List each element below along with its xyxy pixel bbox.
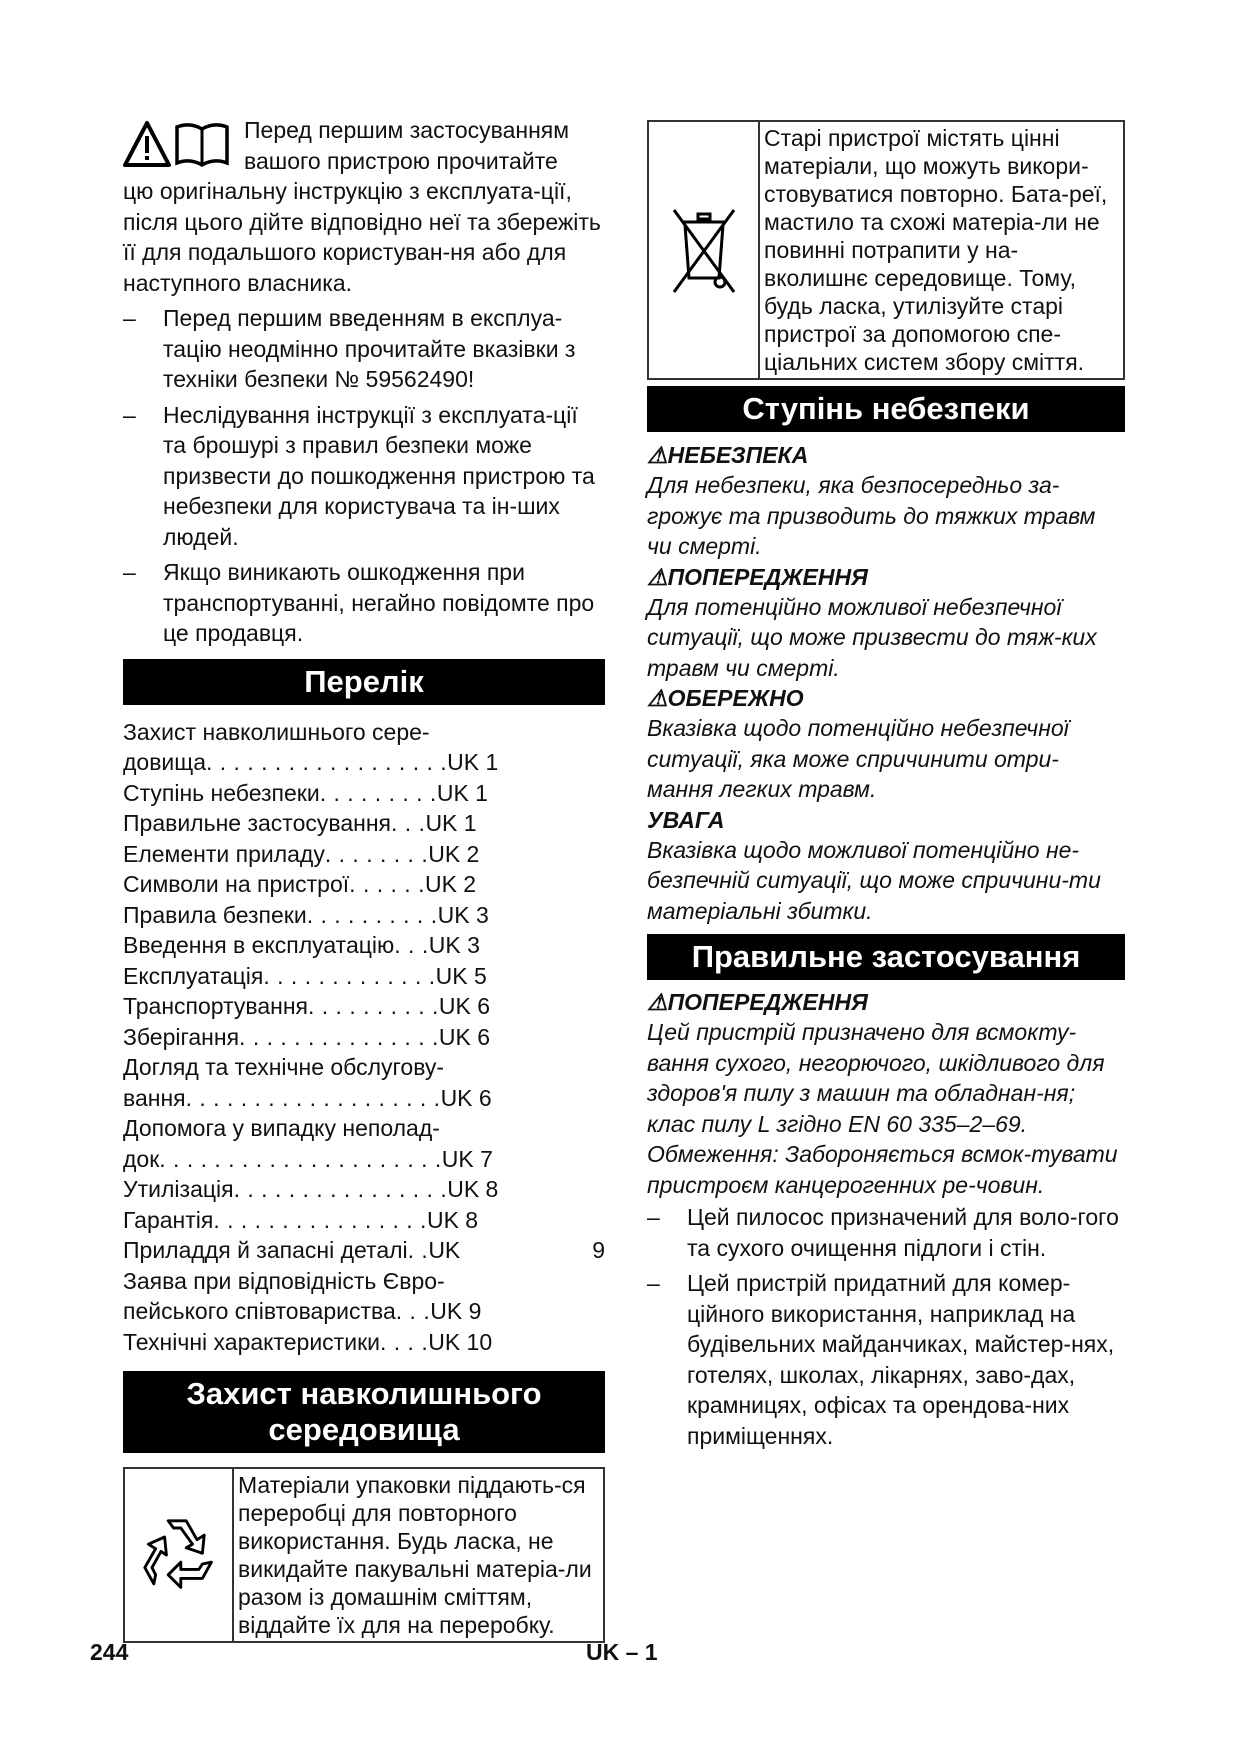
toc-entry-page: UK 6 (440, 1084, 492, 1111)
danger-level-label: ПОПЕРЕДЖЕННЯ (667, 563, 868, 590)
toc-entry-title: Символи на пристрої (123, 871, 350, 897)
toc-entry (123, 1174, 605, 1205)
danger-level-text: Вказівка щодо потенційно небезпечної ситуації, яка може спричинити отри-мання легких травм. (647, 715, 1069, 802)
toc-entry-title: Експлуатація (123, 962, 264, 989)
intro-bullet: – Якщо виникають ошкодження при транспортуванні, негайно повідомте про це продавця. (123, 557, 605, 649)
toc-entry-leader: . . . . . . . . . . . . . . . . . . (206, 749, 448, 775)
danger-level-label: УВАГА (647, 806, 725, 833)
toc-entry (123, 1205, 605, 1236)
danger-level-text: Для небезпеки, яка безпосередньо за-грожує та призводить до тяжких травм чи смерті. (647, 472, 1096, 559)
recycle-icon-cell (125, 1469, 234, 1641)
danger-heading (647, 386, 1125, 432)
toc-entry-page: UK 2 (424, 871, 477, 897)
toc-entry-leader: . . . . . . . . . . . . . . . . (213, 1206, 427, 1233)
toc-heading-text: Перелік (304, 663, 424, 699)
proper-use-warning (647, 987, 1125, 1200)
environment-heading-line2: середовища (268, 1412, 460, 1447)
proper-use-bullet: – Цей пристрій придатний для комер-ційного використання, наприклад на будівельних майданчиках, майстер-нях, готелях, школах, лікарнях, заво-дах, крамницях, офісах та орендова-них приміщеннях. (647, 1268, 1125, 1451)
danger-level-text: Вказівка щодо можливої потенційно не-безпечній ситуації, що може спричини-ти матеріальні збитки. (647, 836, 1101, 924)
recycle-text: Матеріали упаковки піддають-ся переробці для повторного використання. Будь ласка, не викидайте пакувальні матеріа-ли разом із домашнім сміттям, віддайте їх для на переробку. (238, 1472, 592, 1638)
toc-entry (123, 1327, 605, 1358)
proper-use-heading (647, 934, 1125, 980)
toc-entry-first-line: Заява при відповідність Євро- (123, 1267, 445, 1294)
proper-use-bullets (647, 1202, 1125, 1451)
intro-first-lines: Перед першим застосуванням вашого пристрою прочитайте (244, 117, 570, 174)
toc-heading (123, 659, 605, 705)
toc-entry-page: UK 2 (428, 840, 480, 867)
toc-entry-page: UK 9 (430, 1298, 482, 1324)
toc-entry-page: UK (428, 1237, 461, 1263)
toc-entry-page: UK 6 (438, 993, 491, 1019)
toc-entry-title: Гарантія (123, 1206, 214, 1233)
warning-triangle-icon: ⚠ (647, 563, 668, 590)
danger-level-text: Для потенційно можливої небезпечної ситуації, що може призвести до тяж-ких травм чи смерті. (647, 593, 1097, 681)
toc-entry-leader: . . (407, 1237, 429, 1263)
left-column (123, 115, 605, 1643)
proper-use-warning-label: ПОПЕРЕДЖЕННЯ (667, 989, 868, 1015)
danger-level-label: ОБЕРЕЖНО (667, 685, 804, 711)
toc-entry-first-line: Захист навколишнього сере- (123, 718, 430, 745)
toc-entry (123, 1144, 605, 1175)
warning-manual-icon (123, 117, 231, 173)
environment-heading-line1: Захист навколишнього (186, 1376, 542, 1411)
toc-entry-page-number: 9 (592, 1237, 605, 1263)
toc-entry-page: UK 1 (447, 749, 499, 775)
toc-entry-leader: . . . . . . . . . . . . . . . . (233, 1176, 448, 1202)
toc-entry-page: UK 8 (447, 1176, 499, 1202)
toc-entry-page: UK 3 (437, 901, 489, 928)
toc-entry-title: вання (123, 1084, 186, 1111)
toc-entry-leader: . . . . . . . . (324, 840, 429, 867)
toc-entry-title: Введення в експлуатацію (123, 932, 395, 958)
toc-entry (123, 839, 605, 870)
toc-entry (123, 778, 605, 809)
warning-triangle-icon: ⚠ (647, 442, 668, 468)
danger-levels (647, 440, 1125, 926)
toc-entry (123, 869, 605, 900)
toc-entry-page: UK 3 (428, 932, 480, 958)
toc-entry-page: UK 5 (435, 962, 487, 989)
weee-icon-cell (649, 122, 760, 378)
weee-text: Старі пристрої містять цінні матеріали, що можуть викори-стовуватися повторно. Бата-реї, мастило та схожі матеріа-ли не повинні потрапити у на-вколишнє середовище. Тому, будь ласка, утилізуйте старі пристрої за допомогою спе-ціальних систем збору сміття. (764, 125, 1108, 375)
crossed-bin-icon (664, 200, 744, 300)
toc-entry-leader: . . . . . . . . . . (306, 901, 438, 928)
toc-entry-title: док (123, 1145, 160, 1172)
toc-entry-page: UK 10 (428, 1328, 493, 1355)
toc-entry-title: довища (123, 749, 206, 775)
toc-entry-leader: . . . . . . . . . . . . . . . . . . . (185, 1084, 441, 1111)
proper-use-warning-head (647, 987, 1125, 1017)
danger-level-head (647, 562, 1125, 592)
toc-entry-title: Елементи приладу (123, 840, 325, 867)
proper-use-heading-text: Правильне застосування (691, 939, 1081, 974)
toc-entry-leader: . . . . . . . . . . . . . . . (239, 1023, 439, 1050)
toc-entry-leader: . . . (395, 1298, 431, 1324)
section-page-label: UK – 1 (586, 1639, 658, 1665)
warning-triangle-icon: ⚠ (647, 685, 668, 711)
recycle-box (123, 1467, 605, 1643)
toc-entry-leader: . . . (390, 810, 426, 836)
toc-entry-first-line: Допомога у випадку неполад- (123, 1115, 440, 1141)
toc-entry-leader: . . . . (379, 1328, 429, 1355)
toc-entry-page: UK 6 (438, 1023, 491, 1050)
toc-entry-first-line: Догляд та технічне обслугову- (123, 1054, 445, 1080)
recycle-icon (134, 1510, 224, 1600)
toc-entry-leader: . . . . . . . . . . . . . (263, 962, 436, 989)
proper-use-warning-text: Цей пристрій призначено для всмокту-вання сухого, негорючого, шкідливого для здоров'я пилу з машин та обладнан-ня; клас пилу L згідно EN 60 335–2–69. Обмеження: Забороняється всмок-тувати пристроєм канцерогенних ре-човин. (647, 1019, 1118, 1198)
right-column (647, 120, 1125, 1456)
toc-entry-page: UK 7 (441, 1145, 493, 1172)
intro-text: цю оригінальну інструкцію з експлуата-ції, після цього дійте відповідно неї та збережіть її для подальшого користуван-ня або для наступного власника. (123, 178, 601, 296)
toc-entry-title: пейського співтовариства (123, 1298, 396, 1324)
environment-heading (123, 1371, 605, 1453)
proper-use-bullet: – Цей пилосос призначений для воло-гого та сухого очищення підлоги і стін. (647, 1202, 1125, 1263)
intro (123, 115, 605, 298)
table-of-contents (123, 717, 605, 1358)
toc-entry (123, 991, 605, 1022)
toc-entry-title: Утилізація (123, 1176, 234, 1202)
toc-entry-title: Правильне застосування (123, 810, 391, 836)
danger-heading-text: Ступінь небезпеки (742, 391, 1030, 426)
toc-entry (123, 808, 605, 839)
toc-entry-leader: . . . . . . . . . . . . . . . . . . . . . (159, 1145, 442, 1172)
toc-entry (123, 930, 605, 961)
toc-entry-page: UK 1 (425, 810, 477, 836)
toc-entry-title: Зберігання (123, 1023, 240, 1050)
danger-level-head (647, 440, 1125, 470)
danger-level-label: НЕБЕЗПЕКА (667, 442, 809, 468)
toc-entry (123, 747, 605, 778)
toc-entry-title: Правила безпеки (123, 901, 307, 928)
toc-entry-page: UK 1 (436, 779, 488, 806)
toc-entry (123, 1083, 605, 1114)
toc-entry-title: Технічні характеристики (123, 1328, 380, 1355)
toc-entry-title: Транспортування (123, 993, 308, 1019)
toc-entry-leader: . . . . . . . . . . (307, 993, 439, 1019)
toc-entry (123, 961, 605, 992)
intro-bullets (123, 303, 605, 649)
toc-entry-leader: . . . . . . (349, 871, 425, 897)
toc-entry-page: UK 8 (426, 1206, 479, 1233)
page-number: 244 (90, 1639, 129, 1665)
toc-entry-title: Приладдя й запасні деталі (123, 1237, 408, 1263)
toc-entry (123, 1296, 605, 1327)
warning-triangle-icon: ⚠ (647, 989, 668, 1015)
danger-level-head (647, 805, 1125, 835)
toc-entry (123, 1022, 605, 1053)
intro-bullet: – Неслідування інструкції з експлуата-ції та брошурі з правил безпеки може призвести до пошкодження пристрою та небезпеки для користувача та ін-ших людей. (123, 400, 605, 553)
toc-entry-leader: . . . (394, 932, 429, 958)
intro-bullet: – Перед першим введенням в експлуа-тацію неодмінно прочитайте вказівки з техніки безпеки № 59562490! (123, 303, 605, 395)
toc-entry-leader: . . . . . . . . . (319, 779, 437, 806)
toc-entry (123, 900, 605, 931)
toc-entry-title: Ступінь небезпеки (123, 779, 320, 806)
weee-box (647, 120, 1125, 380)
toc-entry (123, 1235, 605, 1266)
danger-level-head (647, 683, 1125, 713)
